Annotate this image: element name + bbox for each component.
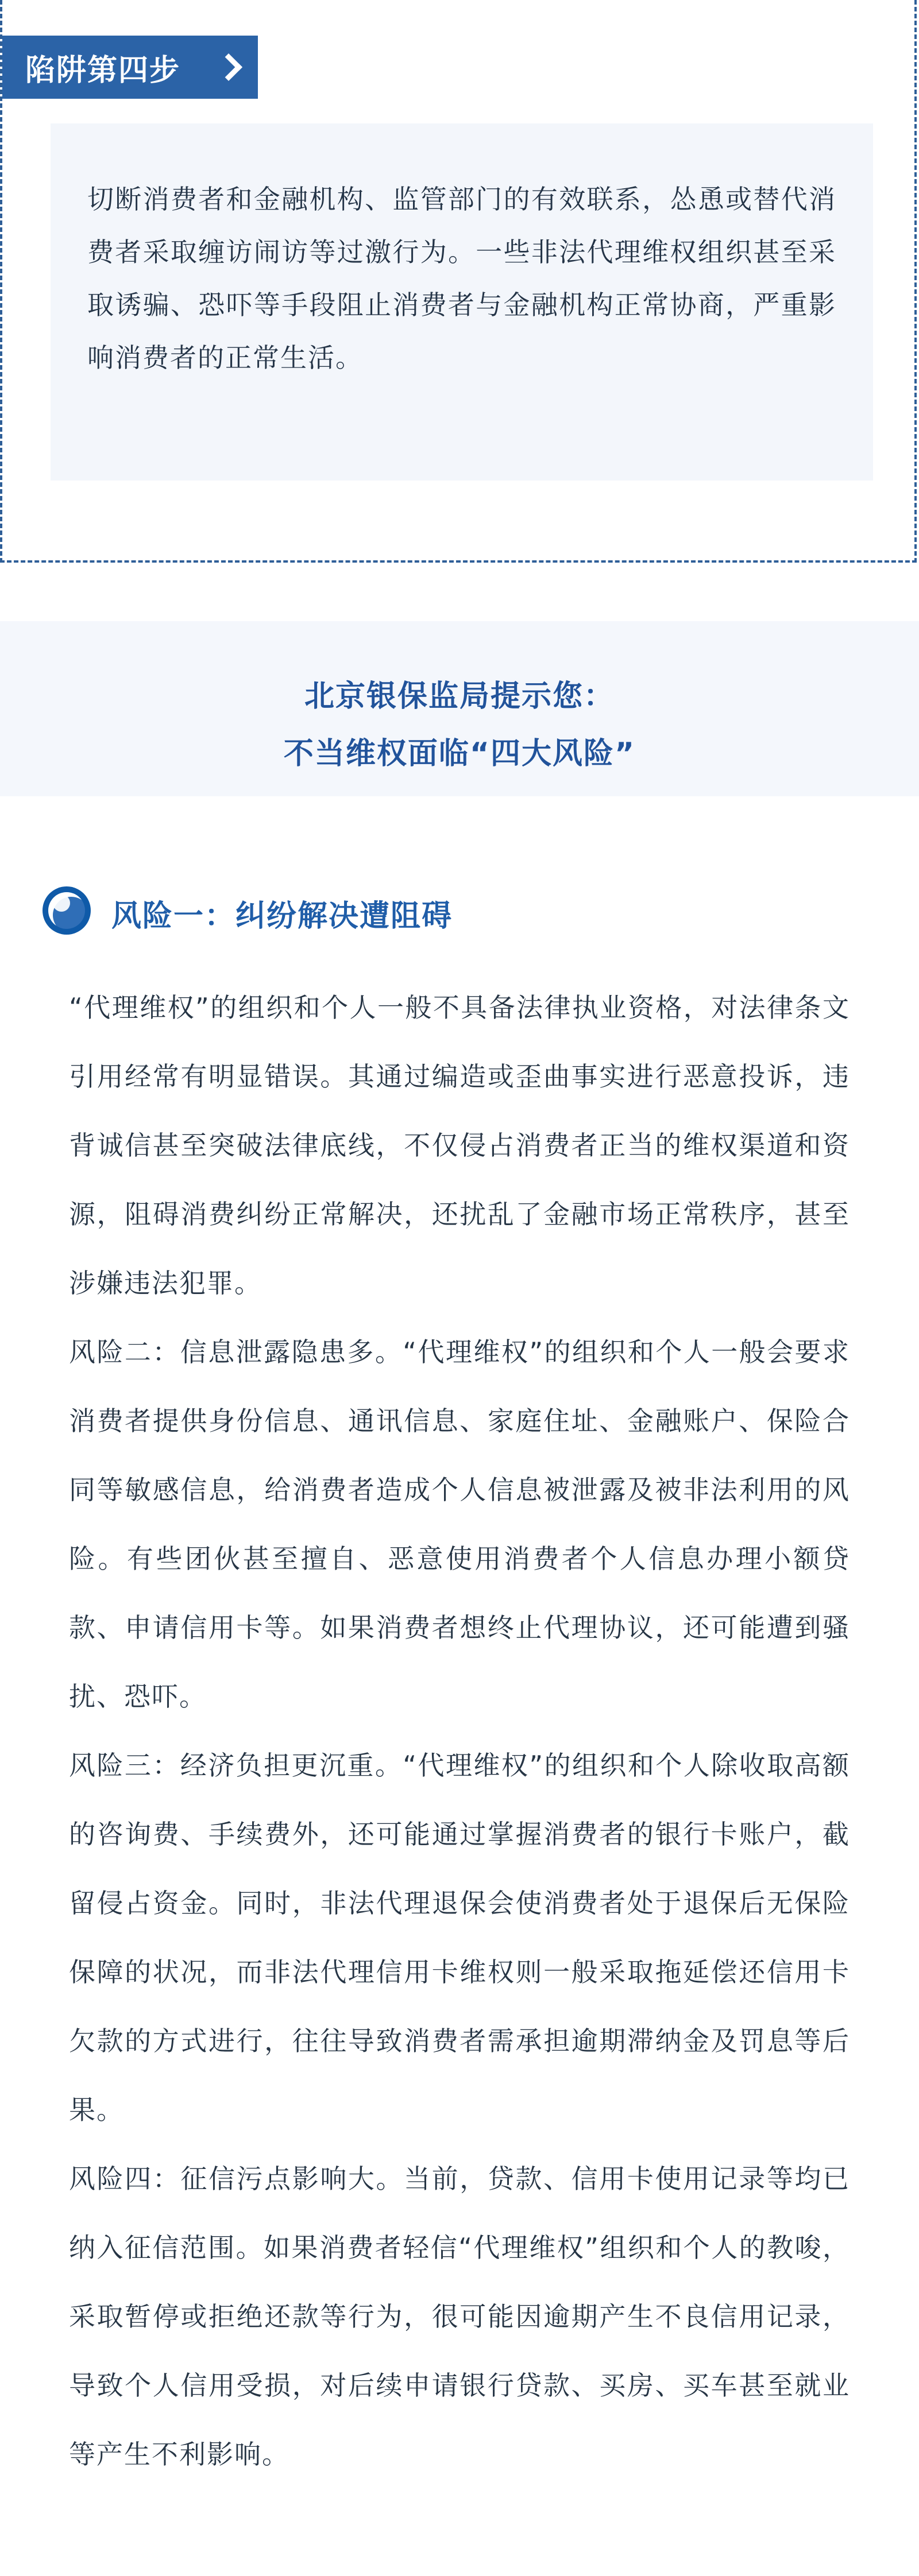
risk-paragraph-3: 风险三：经济负担更沉重。“代理维权”的组织和个人除收取高额的咨询费、手续费外，还可能通过掌握消费者的银行卡账户，截留侵占资金。同时，非法代理退保会使消费者处于退保后无保险保障的状况，而非法代理信用卡维权则一般采取拖延偿还信用卡欠款的方式进行，往往导致消费者需承担逾期滞纳金及罚息等后果。 [69, 1750, 850, 2125]
notice-line-2: 不当维权面临“四大风险” [283, 737, 636, 771]
risk-paragraph-2: 风险二：信息泄露隐患多。“代理维权”的组织和个人一般会要求消费者提供身份信息、通讯信息、家庭住址、金融账户、保险合同等敏感信息，给消费者造成个人信息被泄露及被非法利用的风险。有些团伙甚至擅自、恶意使用消费者个人信息办理小额贷款、申请信用卡等。如果消费者想终止代理协议，还可能遭到骚扰、恐吓。 [69, 1337, 850, 1712]
trap-description-panel [51, 123, 873, 481]
circle-badge-shine [53, 894, 70, 912]
trap-step-four-badge [2, 36, 258, 99]
risk-body [69, 973, 850, 2489]
trap-step-four-box [0, 0, 917, 563]
risk-heading-text: 风险一：纠纷解决遭阻碍 [111, 898, 453, 933]
regulator-notice-band [0, 621, 919, 796]
risk-heading [43, 887, 453, 939]
risk-paragraph-1: “代理维权”的组织和个人一般不具备法律执业资格，对法律条文引用经常有明显错误。其通过编造或歪曲事实进行恶意投诉，违背诚信甚至突破法律底线，不仅侵占消费者正当的维权渠道和资源，阻碍消费纠纷正常解决，还扰乱了金融市场正常秩序，甚至涉嫌违法犯罪。 [69, 992, 850, 1299]
trap-step-title: 陷阱第四步 [25, 53, 181, 88]
trap-description-text: 切断消费者和金融机构、监管部门的有效联系，怂恿或替代消费者采取缠访闹访等过激行为。一些非法代理维权组织甚至采取诱骗、恐吓等手段阻止消费者与金融机构正常协商，严重影响消费者的正常生活。 [87, 184, 836, 373]
circle-badge-icon [43, 886, 95, 939]
risk-paragraph-4: 风险四：征信污点影响大。当前，贷款、信用卡使用记录等均已纳入征信范围。如果消费者轻信“代理维权”组织和个人的教唆，采取暂停或拒绝还款等行为，很可能因逾期产生不良信用记录，导致个人信用受损，对后续申请银行贷款、买房、买车甚至就业等产生不利影响。 [69, 2163, 850, 2470]
chevron-right-icon [215, 53, 242, 81]
notice-line-1: 北京银保监局提示您： [304, 679, 615, 714]
